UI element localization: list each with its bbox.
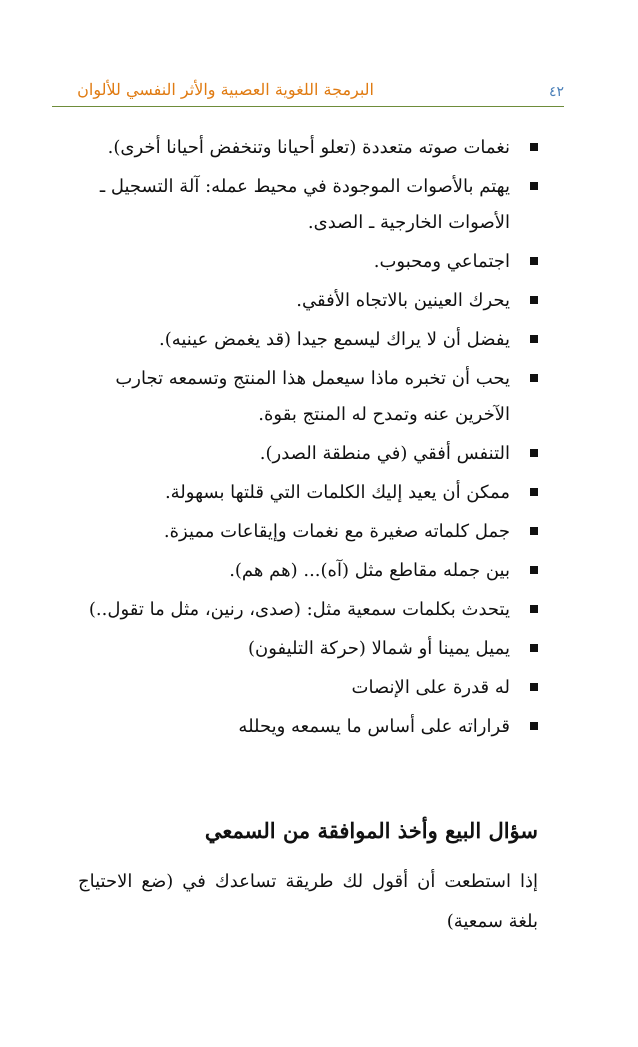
list-item-text: بين جمله مقاطع مثل (آه)... (هم هم). — [229, 560, 510, 581]
list-item — [78, 436, 538, 472]
list-item — [78, 631, 538, 667]
running-header-title: البرمجة اللغوية العصبية والأثر النفسي للألوان — [77, 80, 374, 99]
square-bullet-icon — [530, 449, 538, 457]
square-bullet-icon — [530, 644, 538, 652]
list-item — [78, 475, 538, 511]
square-bullet-icon — [530, 566, 538, 574]
list-item — [78, 130, 538, 166]
list-item-text: جمل كلماته صغيرة مع نغمات وإيقاعات مميزة. — [163, 521, 510, 542]
bullet-list — [78, 130, 538, 748]
list-item-text: قراراته على أساس ما يسمعه ويحلله — [238, 716, 510, 737]
list-item-text: يميل يمينا أو شمالا (حركة التليفون) — [247, 638, 510, 659]
square-bullet-icon — [530, 257, 538, 265]
square-bullet-icon — [530, 527, 538, 535]
list-item — [78, 592, 538, 628]
list-item — [78, 553, 538, 589]
list-item — [78, 283, 538, 319]
list-item-text: يهتم بالأصوات الموجودة في محيط عمله: آلة التسجيل ـ الأصوات الخارجية ـ الصدى. — [99, 176, 510, 233]
list-item — [78, 514, 538, 550]
square-bullet-icon — [530, 605, 538, 613]
page-number: ٤٢ — [548, 84, 564, 100]
square-bullet-icon — [530, 374, 538, 382]
list-item — [78, 322, 538, 358]
list-item-text: ممكن أن يعيد إليك الكلمات التي قلتها بسهولة. — [164, 482, 510, 503]
list-item-text: اجتماعي ومحبوب. — [373, 251, 510, 272]
square-bullet-icon — [530, 335, 538, 343]
list-item-text: نغمات صوته متعددة (تعلو أحيانا وتنخفض أحيانا أخرى). — [107, 137, 510, 158]
list-item-text: التنفس أفقي (في منطقة الصدر). — [259, 443, 510, 464]
list-item — [78, 169, 538, 241]
list-item — [78, 709, 538, 745]
list-item-text: يحب أن تخبره ماذا سيعمل هذا المنتج وتسمعه تجارب الآخرين عنه وتمدح له المنتج بقوة. — [115, 368, 510, 425]
list-item-text: يفضل أن لا يراك ليسمع جيدا (قد يغمض عينيه). — [158, 329, 510, 350]
square-bullet-icon — [530, 683, 538, 691]
body-paragraph: إذا استطعت أن أقول لك طريقة تساعدك في (ضع الاحتياج بلغة سمعية) — [78, 871, 538, 932]
list-item-text: له قدرة على الإنصات — [351, 677, 510, 698]
list-item — [78, 670, 538, 706]
square-bullet-icon — [530, 143, 538, 151]
section-heading: سؤال البيع وأخذ الموافقة من السمعي — [204, 818, 538, 843]
list-item — [78, 361, 538, 433]
square-bullet-icon — [530, 182, 538, 190]
square-bullet-icon — [530, 722, 538, 730]
square-bullet-icon — [530, 296, 538, 304]
square-bullet-icon — [530, 488, 538, 496]
list-item-text: يحرك العينين بالاتجاه الأفقي. — [296, 290, 510, 311]
running-header — [52, 80, 564, 107]
list-item-text: يتحدث بكلمات سمعية مثل: (صدى، رنين، مثل ما تقول..) — [88, 599, 510, 620]
list-item — [78, 244, 538, 280]
